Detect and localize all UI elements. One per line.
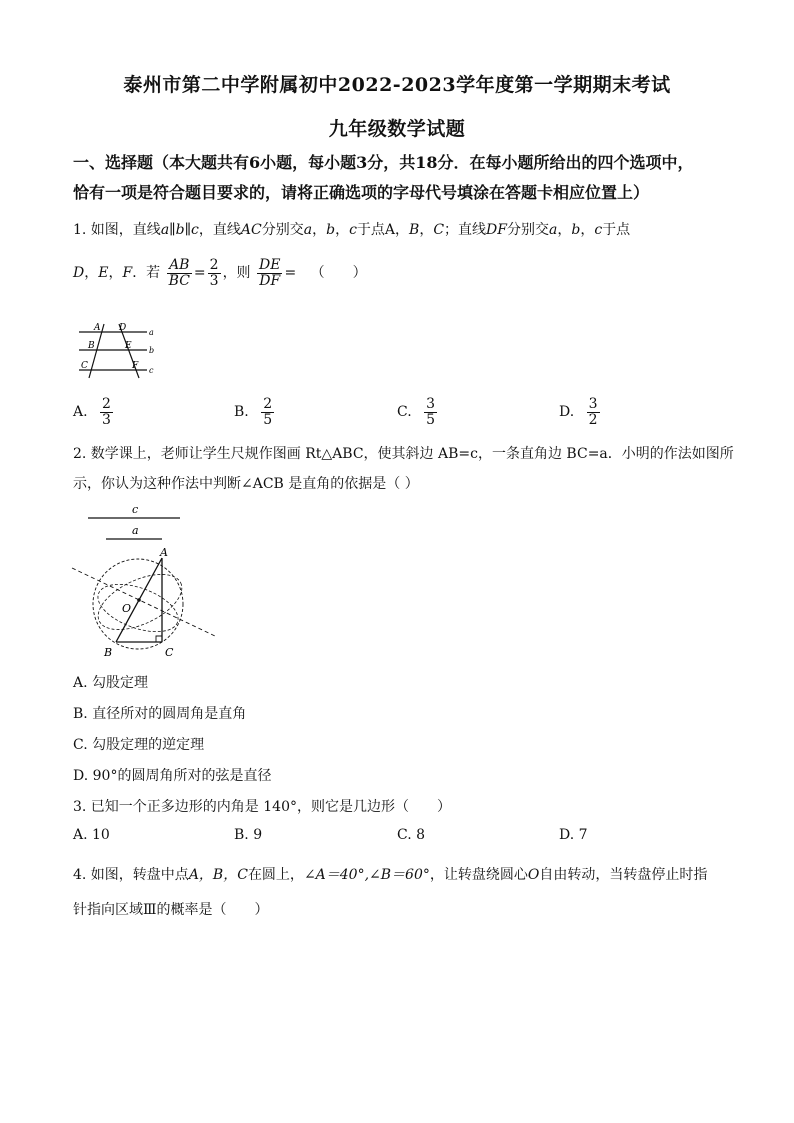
q2-construction-figure	[70, 502, 220, 660]
label-C: C	[165, 646, 174, 659]
q1-option-b: B. $\frac{2}{5}$	[234, 396, 273, 428]
q4-line2: 针指向区域Ⅲ的概率是（ ）	[73, 902, 269, 918]
q1-fraction-two-thirds: $\frac{2}{3}$	[209, 257, 219, 289]
q3-text: 3. 已知一个正多边形的内角是 140°，则它是几边形（ ）	[73, 799, 451, 815]
label-C: C	[81, 361, 88, 371]
q2-option-b: B. 直径所对的圆周角是直角	[73, 706, 247, 722]
label-a: a	[149, 328, 154, 337]
perpendicular-bisector	[72, 568, 215, 636]
q3-option-b: B. 9	[234, 827, 263, 843]
q1-line2: D，E，F．若 $\frac{AB}{BC}$ = $\frac{2}{3}$ ，则 $\frac{DE}{DF}$ = （ ）	[73, 257, 367, 289]
label-c-segment: c	[132, 503, 139, 516]
label-A: A	[160, 546, 168, 559]
exam-title: 泰州市第二中学附属初中2022-2023学年度第一学期期末考试	[123, 74, 671, 96]
label-B: B	[104, 646, 113, 659]
label-a-segment: a	[132, 524, 139, 537]
q1-fraction-de-df: $\frac{DE}{DF}$	[259, 257, 281, 289]
label-F: F	[132, 361, 139, 371]
q3-option-d: D. 7	[559, 827, 588, 843]
q1-option-a: A. $\frac{2}{3}$	[73, 396, 111, 428]
construction-arc-2	[92, 575, 185, 641]
q2-line2: 示，你认为这种作法中判断∠ACB 是直角的依据是（ ）	[73, 476, 419, 492]
label-b: b	[149, 346, 155, 355]
q2-line1: 2. 数学课上，老师让学生尺规作图画 Rt△ABC，使其斜边 AB=c，一条直角边 BC=a．小明的作法如图所	[73, 446, 734, 462]
q3-option-a: A. 10	[73, 827, 110, 843]
section-heading-line1: 一、选择题（本大题共有6小题，每小题3分，共18分．在每小题所给出的四个选项中，	[73, 153, 694, 172]
circumcircle	[93, 559, 183, 649]
right-angle-mark	[156, 636, 162, 642]
q1-parallel-lines-figure	[75, 320, 157, 386]
label-A: A	[94, 323, 101, 333]
exam-subtitle: 九年级数学试题	[328, 118, 466, 140]
label-c: c	[149, 366, 154, 375]
section-heading-line2: 恰有一项是符合题目要求的，请将正确选项的字母代号填涂在答题卡相应位置上）	[73, 183, 650, 202]
q4-line1: 4. 如图，转盘中点A，B，C在圆上，∠A＝40°,∠B＝60°，让转盘绕圆心O自由转动，当转盘停止时指	[73, 867, 708, 883]
label-O: O	[122, 602, 132, 615]
label-E: E	[125, 341, 132, 351]
q2-option-d: D. 90°的圆周角所对的弦是直径	[73, 768, 272, 784]
q2-option-a: A. 勾股定理	[73, 675, 149, 691]
q1-line1: 1. 如图，直线a∥b∥c，直线AC分别交a，b，c于点A，B，C；直线DF分别交a，b，c于点	[73, 222, 631, 238]
label-D: D	[119, 323, 127, 333]
q3-option-c: C. 8	[397, 827, 426, 843]
q2-option-c: C. 勾股定理的逆定理	[73, 737, 205, 753]
q1-option-c: C. $\frac{3}{5}$	[397, 396, 436, 428]
q1-option-d: D. $\frac{3}{2}$	[559, 396, 598, 428]
center-o	[137, 598, 141, 602]
label-B: B	[88, 341, 95, 351]
q1-fraction-ab-bc: $\frac{AB}{BC}$	[168, 257, 190, 289]
